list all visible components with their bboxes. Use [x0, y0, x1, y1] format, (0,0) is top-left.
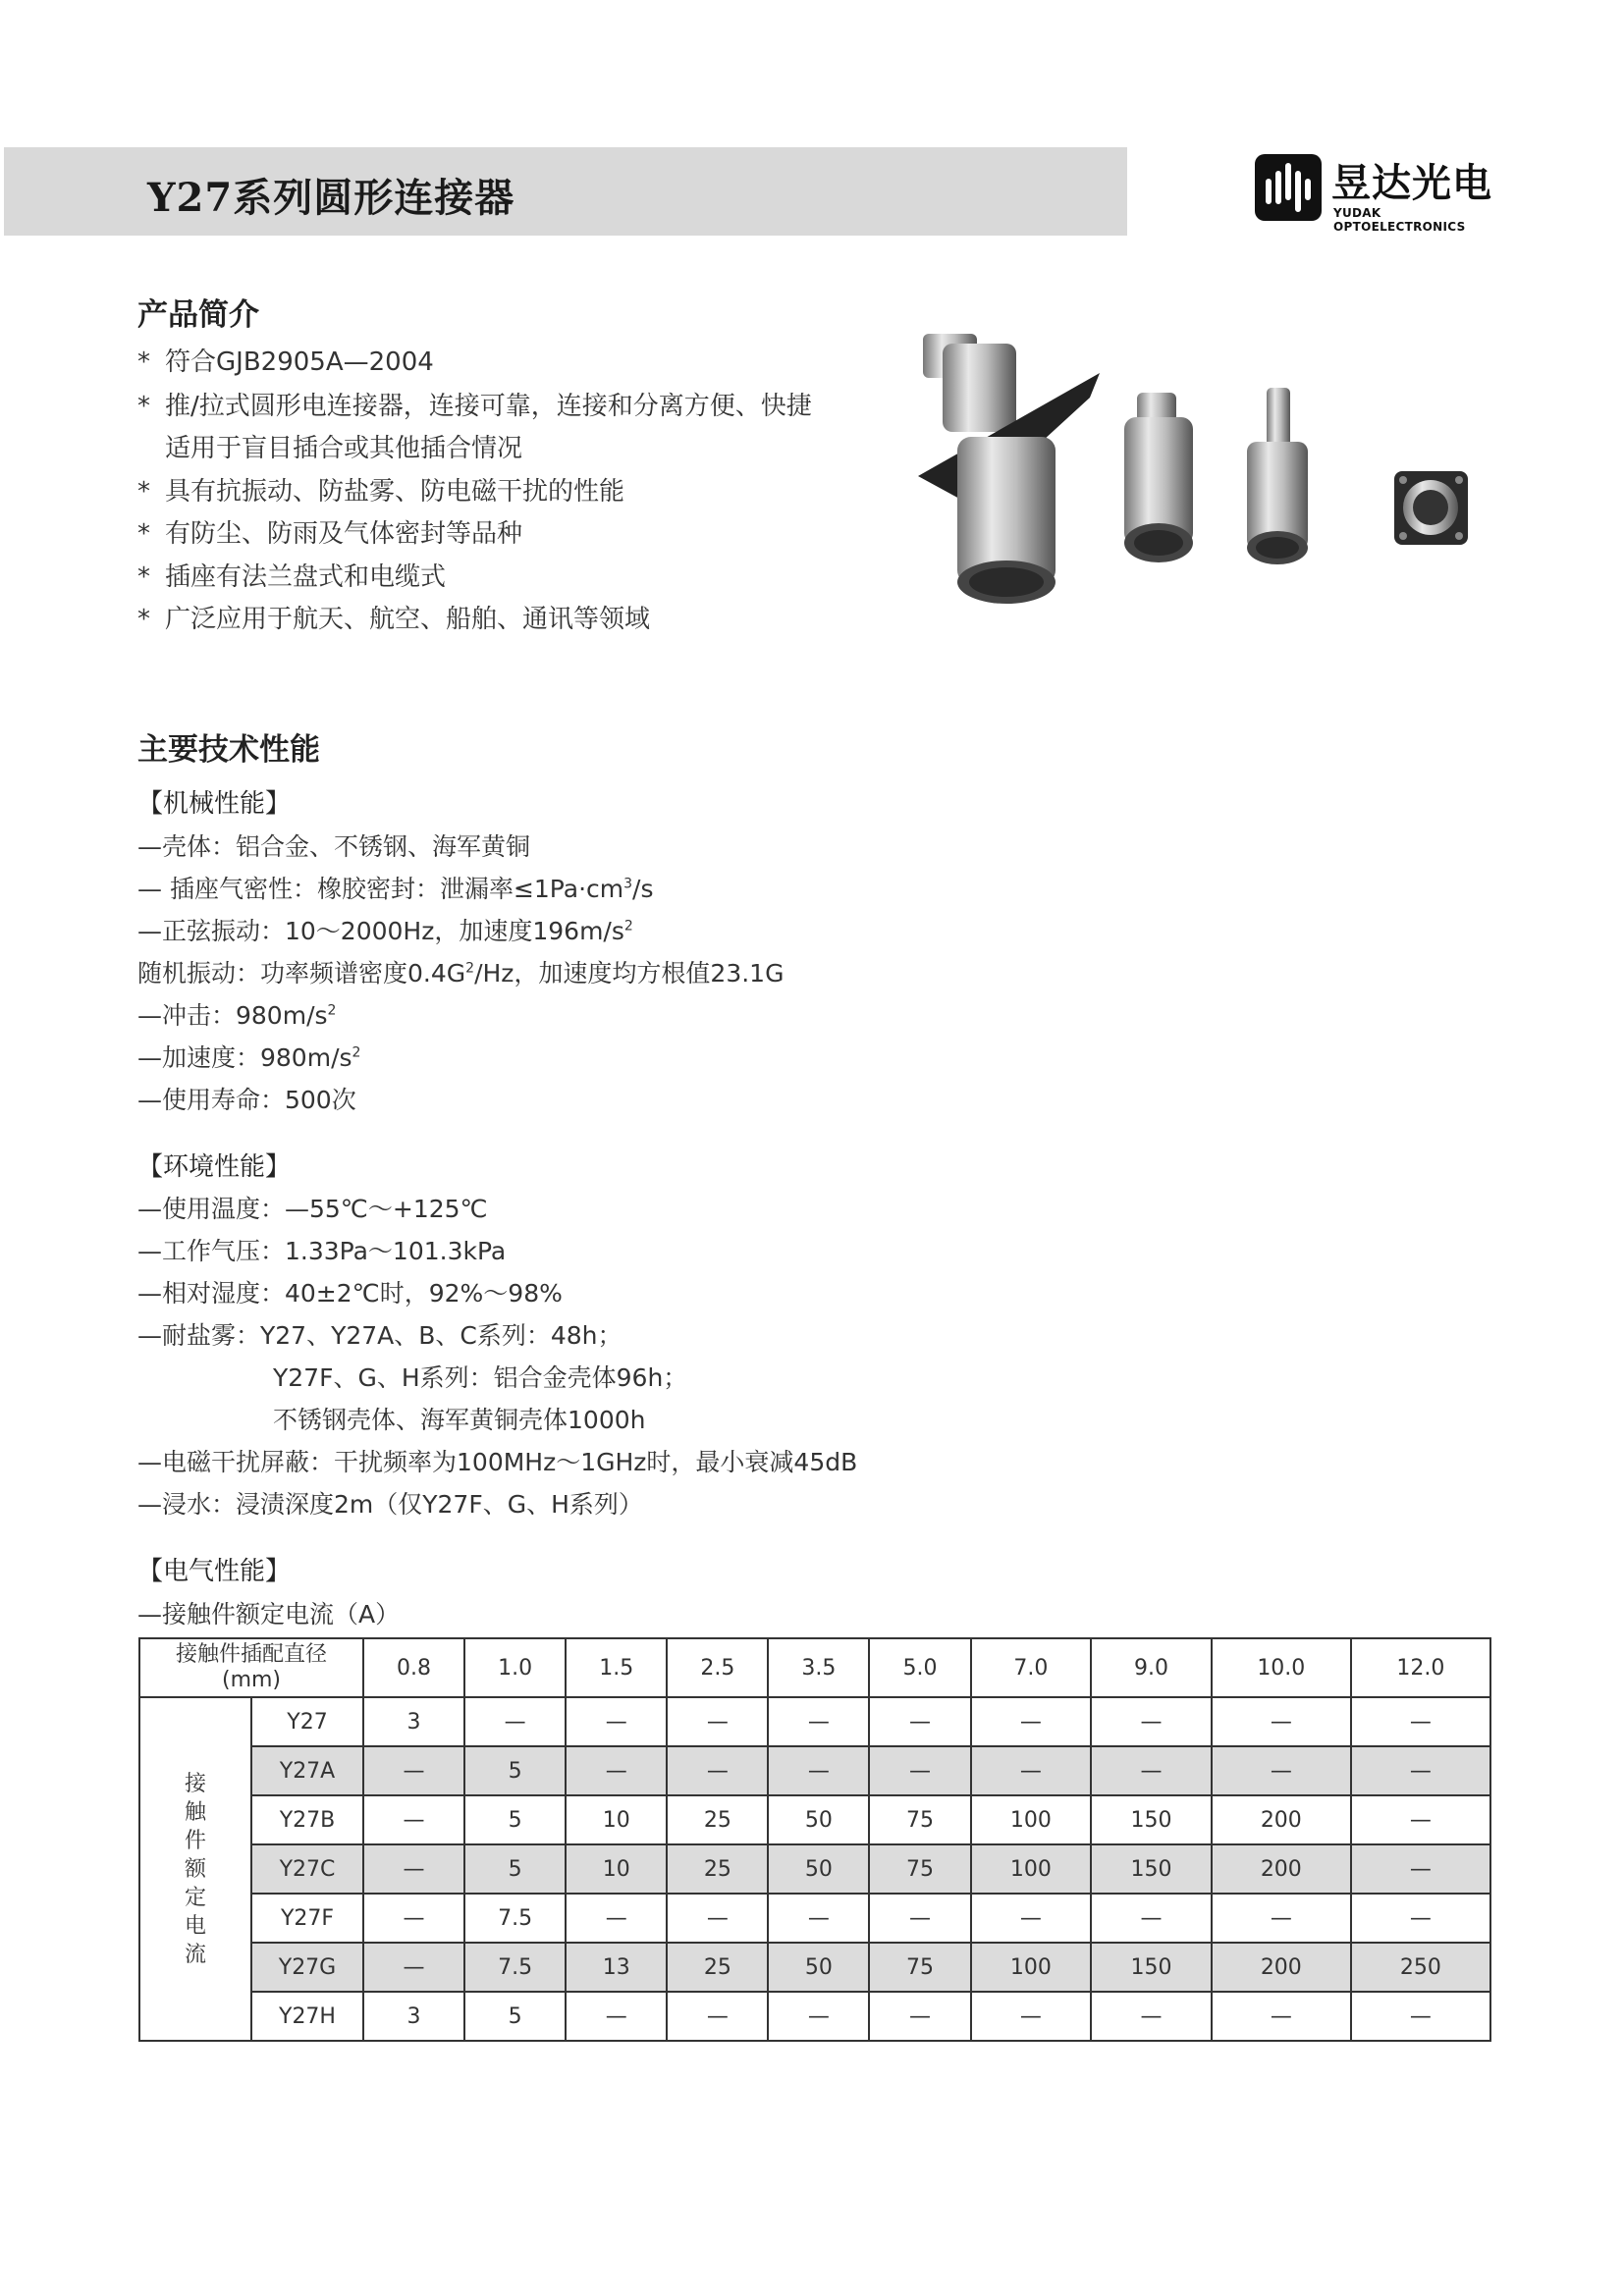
current-value-cell: —: [869, 1697, 970, 1746]
bullet-item: * 符合GJB2905A—2004: [137, 347, 434, 377]
current-value-cell: 200: [1212, 1844, 1351, 1894]
table-row: [139, 1746, 1490, 1795]
env-line: Y27F、G、H系列：铝合金壳体96h；: [273, 1363, 688, 1392]
logo-text-cn: 昱达光电: [1331, 161, 1492, 206]
product-photo: [913, 319, 1502, 623]
current-value-cell: —: [971, 1992, 1092, 2041]
current-value-cell: —: [1212, 1697, 1351, 1746]
model-cell: Y27: [251, 1697, 363, 1746]
model-cell: Y27F: [251, 1894, 363, 1943]
current-value-cell: —: [566, 1992, 667, 2041]
mech-line: 随机振动：功率频谱密度$0.4G^2/Hz$，加速度均方根值23.1G: [137, 959, 785, 988]
table-row: [139, 1943, 1490, 1992]
env-line: —电磁干扰屏蔽：干扰频率为100MHz～1GHz时，最小衰减45dB: [137, 1448, 858, 1476]
current-value-cell: —: [768, 1894, 869, 1943]
current-value-cell: —: [566, 1894, 667, 1943]
current-value-cell: 100: [971, 1844, 1092, 1894]
current-value-cell: 75: [869, 1844, 970, 1894]
bullet-item: * 插座有法兰盘式和电缆式: [137, 562, 447, 592]
current-value-cell: —: [1351, 1697, 1490, 1746]
current-value-cell: 3: [363, 1697, 464, 1746]
current-value-cell: —: [971, 1697, 1092, 1746]
current-value-cell: 150: [1091, 1844, 1212, 1894]
table-row: [139, 1992, 1490, 2041]
bullet-item: * 有防尘、防雨及气体密封等品种: [137, 519, 523, 549]
current-value-cell: 75: [869, 1795, 970, 1844]
table-row: [139, 1697, 1490, 1746]
current-value-cell: —: [566, 1697, 667, 1746]
mech-line: —正弦振动：10～2000Hz，加速度$196m/s^2$: [137, 917, 633, 945]
current-value-cell: 25: [667, 1943, 768, 1992]
current-value-cell: —: [667, 1746, 768, 1795]
diameter-header: 3.5: [768, 1638, 869, 1697]
current-value-cell: 100: [971, 1795, 1092, 1844]
current-value-cell: 250: [1351, 1943, 1490, 1992]
current-value-cell: —: [1212, 1894, 1351, 1943]
current-value-cell: —: [1091, 1992, 1212, 2041]
current-value-cell: 50: [768, 1943, 869, 1992]
logo-text-en: YUDAK OPTOELECTRONICS: [1333, 206, 1466, 234]
diameter-header: 5.0: [869, 1638, 970, 1697]
env-line: —工作气压：1.33Pa～101.3kPa: [137, 1237, 507, 1265]
diameter-header: 1.0: [464, 1638, 566, 1697]
mech-line: —加速度：$980m/s^2$: [137, 1043, 361, 1072]
current-value-cell: —: [1091, 1746, 1212, 1795]
model-cell: Y27H: [251, 1992, 363, 2041]
current-value-cell: —: [566, 1746, 667, 1795]
current-value-cell: —: [768, 1992, 869, 2041]
current-value-cell: 13: [566, 1943, 667, 1992]
mech-line: — 插座气密性：橡胶密封：泄漏率$\le 1Pa\cdot cm^3/s$: [137, 875, 654, 903]
current-value-cell: 200: [1212, 1795, 1351, 1844]
bullet-continuation: 适用于盲目插合或其他插合情况: [165, 434, 523, 463]
mech-line: —冲击：$980m/s^2$: [137, 1001, 337, 1030]
current-value-cell: 5: [464, 1992, 566, 2041]
diameter-header: 12.0: [1351, 1638, 1490, 1697]
diameter-header: 7.0: [971, 1638, 1092, 1697]
current-value-cell: —: [1351, 1992, 1490, 2041]
current-value-cell: 25: [667, 1844, 768, 1894]
table-row: [139, 1894, 1490, 1943]
connector-straight-plug: [1124, 393, 1193, 562]
current-value-cell: 75: [869, 1943, 970, 1992]
current-value-cell: —: [1212, 1746, 1351, 1795]
current-value-cell: —: [667, 1697, 768, 1746]
current-value-cell: —: [869, 1992, 970, 2041]
current-value-cell: 5: [464, 1746, 566, 1795]
env-title: 【环境性能】: [137, 1152, 292, 1182]
current-value-cell: —: [667, 1992, 768, 2041]
current-value-cell: —: [464, 1697, 566, 1746]
side-label-cell: 接 触 件 额 定 电 流: [139, 1697, 251, 2041]
env-line: —耐盐雾：Y27、Y27A、B、C系列：48h；: [137, 1321, 623, 1350]
table-row: [139, 1795, 1490, 1844]
diameter-header: 10.0: [1212, 1638, 1351, 1697]
current-value-cell: —: [363, 1943, 464, 1992]
env-line: —相对湿度：40±2℃时，92%～98%: [137, 1279, 563, 1308]
model-cell: Y27C: [251, 1844, 363, 1894]
current-value-cell: 7.5: [464, 1943, 566, 1992]
current-value-cell: 150: [1091, 1943, 1212, 1992]
current-value-cell: —: [971, 1746, 1092, 1795]
table-header-row: [139, 1638, 1490, 1697]
table-corner-cell: 接触件插配直径 (mm): [139, 1638, 363, 1697]
current-value-cell: —: [1091, 1697, 1212, 1746]
current-value-cell: 50: [768, 1795, 869, 1844]
current-value-cell: —: [363, 1795, 464, 1844]
mech-title: 【机械性能】: [137, 789, 292, 819]
current-value-cell: 200: [1212, 1943, 1351, 1992]
tech-heading: 主要技术性能: [137, 732, 320, 768]
elec-title: 【电气性能】: [137, 1557, 292, 1586]
mech-line: —使用寿命：500次: [137, 1086, 356, 1114]
bullet-item: * 推/拉式圆形电连接器，连接可靠，连接和分离方便、快捷: [137, 392, 812, 421]
current-value-cell: —: [1351, 1894, 1490, 1943]
current-value-cell: —: [971, 1894, 1092, 1943]
current-value-cell: 100: [971, 1943, 1092, 1992]
connector-flange-plug: [918, 334, 1100, 604]
elec-subtitle: —接触件额定电流（A）: [137, 1600, 401, 1629]
company-logo: [1255, 152, 1510, 234]
env-line: —使用温度：—55℃～+125℃: [137, 1195, 488, 1223]
current-value-cell: —: [1091, 1894, 1212, 1943]
bullet-item: * 广泛应用于航天、航空、船舶、通讯等领域: [137, 605, 651, 634]
mech-line: —壳体：铝合金、不锈钢、海军黄铜: [137, 832, 531, 861]
model-cell: Y27G: [251, 1943, 363, 1992]
model-cell: Y27A: [251, 1746, 363, 1795]
diameter-header: 0.8: [363, 1638, 464, 1697]
current-value-cell: 150: [1091, 1795, 1212, 1844]
intro-heading: 产品简介: [137, 297, 259, 333]
current-value-cell: 3: [363, 1992, 464, 2041]
env-line: 不锈钢壳体、海军黄铜壳体1000h: [273, 1406, 646, 1434]
current-value-cell: 25: [667, 1795, 768, 1844]
current-value-cell: —: [1351, 1746, 1490, 1795]
connector-receptacle: [1394, 471, 1468, 545]
current-value-cell: 50: [768, 1844, 869, 1894]
current-value-cell: —: [363, 1894, 464, 1943]
current-value-cell: 7.5: [464, 1894, 566, 1943]
diameter-header: 9.0: [1091, 1638, 1212, 1697]
current-value-cell: —: [1351, 1844, 1490, 1894]
diameter-header: 1.5: [566, 1638, 667, 1697]
connector-cable-plug: [1247, 388, 1308, 564]
current-value-cell: 5: [464, 1844, 566, 1894]
current-value-cell: —: [363, 1746, 464, 1795]
current-value-cell: —: [667, 1894, 768, 1943]
current-value-cell: —: [869, 1746, 970, 1795]
logo-icon: [1255, 152, 1324, 223]
current-value-cell: —: [1351, 1795, 1490, 1844]
current-value-cell: 5: [464, 1795, 566, 1844]
current-value-cell: 10: [566, 1795, 667, 1844]
rated-current-table: [138, 1637, 1491, 2042]
table-row: [139, 1844, 1490, 1894]
page-title: Y27系列圆形连接器: [147, 175, 515, 221]
env-line: —浸水：浸渍深度2m（仅Y27F、G、H系列）: [137, 1490, 643, 1519]
current-value-cell: —: [363, 1844, 464, 1894]
current-value-cell: —: [768, 1697, 869, 1746]
current-value-cell: 10: [566, 1844, 667, 1894]
diameter-header: 2.5: [667, 1638, 768, 1697]
current-value-cell: —: [768, 1746, 869, 1795]
model-cell: Y27B: [251, 1795, 363, 1844]
current-value-cell: —: [1212, 1992, 1351, 2041]
bullet-item: * 具有抗振动、防盐雾、防电磁干扰的性能: [137, 477, 625, 507]
current-value-cell: —: [869, 1894, 970, 1943]
